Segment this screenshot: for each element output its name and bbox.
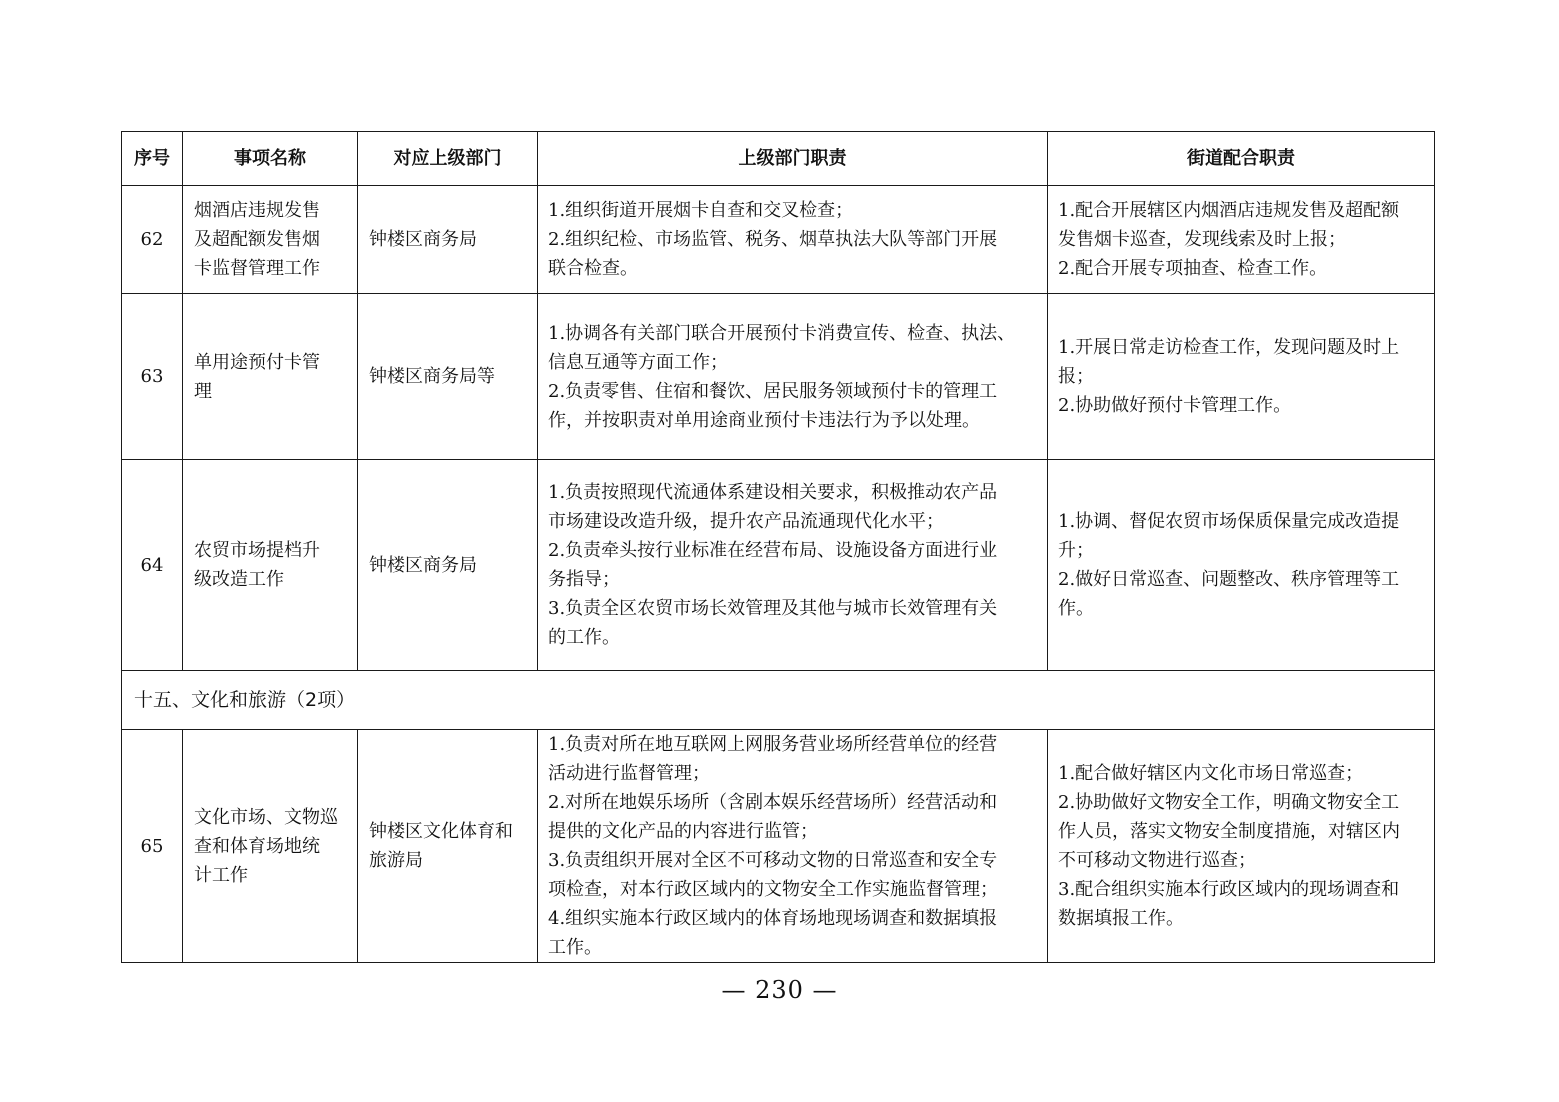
- text-line: 2.组织纪检、市场监管、税务、烟草执法大队等部门开展: [548, 229, 998, 250]
- serial-number-cell: 63: [122, 294, 183, 460]
- text-line: 3.配合组织实施本行政区域内的现场调查和: [1058, 879, 1400, 900]
- superior-department-cell: [358, 460, 538, 671]
- serial-number-cell: 64: [122, 460, 183, 671]
- text-line: 卡监督管理工作: [194, 258, 320, 279]
- superior-department-cell: [358, 730, 538, 963]
- text-line: 务指导；: [548, 569, 620, 590]
- text-line: 2.协助做好预付卡管理工作。: [1058, 395, 1292, 416]
- text-line: 4.组织实施本行政区域内的体育场地现场调查和数据填报: [548, 908, 998, 929]
- text-line: 1.开展日常走访检查工作，发现问题及时上: [1058, 337, 1400, 358]
- text-line: 信息互通等方面工作；: [548, 351, 728, 373]
- responsibility-table: [121, 131, 1435, 963]
- serial-number-cell: 65: [122, 730, 183, 963]
- text-line: 旅游局: [369, 850, 423, 871]
- text-line: 1.协调各有关部门联合开展预付卡消费宣传、检查、执法、: [548, 322, 1016, 344]
- text-line: 1.配合做好辖区内文化市场日常巡查；: [1058, 763, 1364, 784]
- text-line: 1.协调、督促农贸市场保质保量完成改造提: [1058, 511, 1400, 532]
- text-line: 3.负责全区农贸市场长效管理及其他与城市长效管理有关: [548, 598, 998, 619]
- text-line: 市场建设改造升级，提升农产品流通现代化水平；: [548, 511, 944, 532]
- text-line: 2.做好日常巡查、问题整改、秩序管理等工: [1058, 569, 1400, 590]
- text-line: 单用途预付卡管: [194, 351, 320, 373]
- text-line: 项检查，对本行政区域内的文物安全工作实施监督管理；: [548, 879, 998, 900]
- header-superior-department: 对应上级部门: [358, 132, 538, 186]
- item-name-cell: [183, 730, 358, 963]
- item-name-cell: [183, 186, 358, 294]
- text-line: 钟楼区文化体育和: [369, 821, 513, 842]
- text-line: 的工作。: [548, 627, 620, 648]
- text-line: 2.对所在地娱乐场所（含剧本娱乐经营场所）经营活动和: [548, 792, 998, 813]
- text-line: 级改造工作: [194, 569, 284, 590]
- page-number: — 230 —: [721, 976, 838, 1004]
- text-line: 钟楼区商务局: [369, 229, 477, 250]
- text-line: 1.配合开展辖区内烟酒店违规发售及超配额: [1058, 200, 1400, 221]
- text-line: 报；: [1058, 366, 1094, 387]
- street-duties-cell: [1048, 460, 1435, 671]
- text-line: 1.负责对所在地互联网上网服务营业场所经营单位的经营: [548, 734, 998, 755]
- text-line: 农贸市场提档升: [194, 540, 320, 561]
- text-line: 1.负责按照现代流通体系建设相关要求，积极推动农产品: [548, 482, 998, 503]
- table-row: [122, 186, 1435, 294]
- table-row: [122, 460, 1435, 671]
- text-line: 作。: [1058, 598, 1094, 619]
- superior-department-cell: [358, 294, 538, 460]
- text-line: 文化市场、文物巡: [194, 806, 338, 828]
- text-line: 烟酒店违规发售: [194, 200, 320, 221]
- text-line: 升；: [1058, 540, 1094, 561]
- text-line: 钟楼区商务局等: [369, 366, 495, 387]
- header-superior-duties: 上级部门职责: [538, 132, 1048, 186]
- superior-duties-cell: [538, 730, 1048, 963]
- street-duties-cell: [1048, 186, 1435, 294]
- text-line: 2.负责零售、住宿和餐饮、居民服务领域预付卡的管理工: [548, 380, 998, 402]
- text-line: 作，并按职责对单用途商业预付卡违法行为予以处理。: [548, 409, 980, 431]
- text-line: 及超配额发售烟: [194, 229, 320, 250]
- text-line: 1.组织街道开展烟卡自查和交叉检查；: [548, 200, 854, 221]
- text-line: 联合检查。: [548, 258, 638, 279]
- text-line: 数据填报工作。: [1058, 908, 1184, 929]
- table-row: [122, 294, 1435, 460]
- text-line: 计工作: [194, 864, 248, 886]
- table-header-row: [122, 132, 1435, 186]
- item-name-cell: [183, 294, 358, 460]
- text-line: 提供的文化产品的内容进行监管；: [548, 821, 818, 842]
- text-line: 2.负责牵头按行业标准在经营布局、设施设备方面进行业: [548, 540, 998, 561]
- street-duties-cell: [1048, 294, 1435, 460]
- text-line: 发售烟卡巡查，发现线索及时上报；: [1058, 229, 1346, 250]
- text-line: 查和体育场地统: [194, 835, 320, 857]
- section-row: [122, 671, 1435, 730]
- serial-number-cell: 62: [122, 186, 183, 294]
- superior-duties-cell: [538, 460, 1048, 671]
- superior-duties-cell: [538, 294, 1048, 460]
- text-line: 2.协助做好文物安全工作，明确文物安全工: [1058, 792, 1400, 813]
- text-line: 理: [194, 380, 212, 402]
- superior-department-cell: [358, 186, 538, 294]
- street-duties-cell: [1048, 730, 1435, 963]
- table-row: [122, 730, 1435, 963]
- header-street-duties: 街道配合职责: [1048, 132, 1435, 186]
- section-title: 十五、文化和旅游（2项）: [122, 671, 1435, 730]
- text-line: 钟楼区商务局: [369, 554, 477, 576]
- header-item-name: 事项名称: [183, 132, 358, 186]
- text-line: 工作。: [548, 937, 602, 958]
- item-name-cell: [183, 460, 358, 671]
- superior-duties-cell: [538, 186, 1048, 294]
- text-line: 不可移动文物进行巡查；: [1058, 850, 1256, 871]
- text-line: 作人员，落实文物安全制度措施，对辖区内: [1058, 821, 1400, 842]
- text-line: 2.配合开展专项抽查、检查工作。: [1058, 258, 1328, 279]
- text-line: 活动进行监督管理；: [548, 763, 710, 784]
- header-serial-number: 序号: [122, 132, 183, 186]
- text-line: 3.负责组织开展对全区不可移动文物的日常巡查和安全专: [548, 850, 998, 871]
